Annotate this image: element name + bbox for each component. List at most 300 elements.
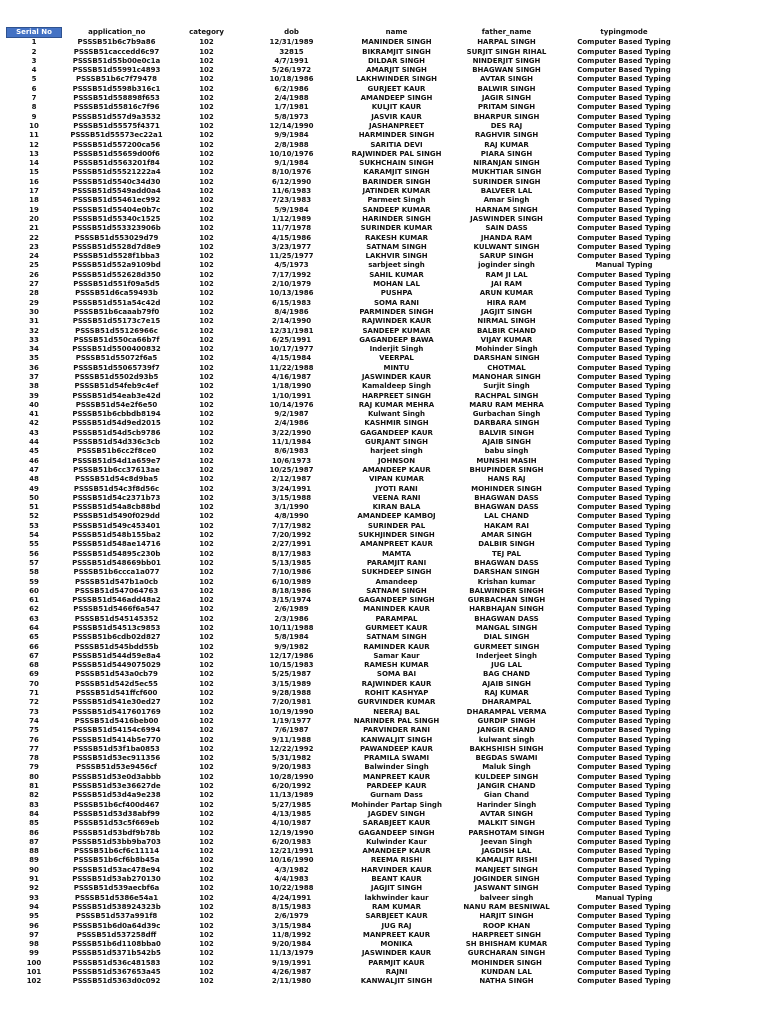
dob-cell[interactable]: 12/17/1986 (269, 651, 314, 660)
typingmode-cell[interactable]: Computer Based Typing (577, 800, 671, 809)
dob-cell[interactable]: 11/22/1988 (269, 363, 314, 372)
typingmode-cell[interactable]: Computer Based Typing (577, 280, 671, 289)
typingmode-cell[interactable]: Computer Based Typing (577, 503, 671, 512)
category-cell[interactable]: 102 (199, 38, 214, 47)
father-name-cell[interactable]: KAMALJIT RISHI (475, 856, 538, 865)
category-cell[interactable]: 102 (199, 261, 214, 270)
typingmode-cell[interactable]: Computer Based Typing (577, 400, 671, 409)
typingmode-cell[interactable]: Computer Based Typing (577, 809, 671, 818)
dob-cell[interactable]: 2/12/1987 (271, 475, 312, 484)
typingmode-cell[interactable]: Computer Based Typing (577, 66, 671, 75)
name-cell[interactable]: SATNAM SINGH (366, 633, 427, 642)
typingmode-cell[interactable]: Computer Based Typing (577, 196, 671, 205)
serial-no-cell[interactable]: 16 (29, 177, 39, 186)
father-name-cell[interactable]: NANU RAM BESNIWAL (463, 902, 550, 911)
serial-no-cell[interactable]: 58 (29, 568, 39, 577)
typingmode-cell[interactable]: Computer Based Typing (577, 782, 671, 791)
father-name-cell[interactable]: AJAIB SINGH (482, 438, 531, 447)
father-name-cell[interactable]: JUG LAL (491, 661, 522, 670)
name-cell[interactable]: Kulwinder Kaur (366, 837, 427, 846)
typingmode-cell[interactable]: Computer Based Typing (577, 624, 671, 632)
typingmode-cell[interactable]: Computer Based Typing (577, 187, 671, 196)
column-header-dob[interactable]: dob (284, 28, 299, 36)
name-cell[interactable]: GURJANT SINGH (364, 438, 429, 447)
dob-cell[interactable]: 9/20/1984 (271, 940, 312, 949)
typingmode-cell[interactable]: Computer Based Typing (577, 698, 671, 707)
father-name-cell[interactable]: HARNAM SINGH (475, 205, 538, 214)
category-cell[interactable]: 102 (199, 298, 214, 307)
serial-no-cell[interactable]: 52 (29, 512, 39, 521)
dob-cell[interactable]: 1/18/1990 (271, 382, 312, 391)
category-cell[interactable]: 102 (199, 930, 214, 939)
dob-cell[interactable]: 5/8/1984 (274, 633, 309, 642)
name-cell[interactable]: JASHANPREET (368, 121, 425, 130)
father-name-cell[interactable]: Mohinder Singh (475, 345, 538, 354)
application-no-cell[interactable]: PSSSB51d537a991f8 (75, 912, 158, 921)
application-no-cell[interactable]: PSSSB51b6caaab79f0 (73, 307, 160, 316)
name-cell[interactable]: AMANDEEP KAMBOJ (357, 512, 436, 521)
application-no-cell[interactable]: PSSSB51d551f09a5d5 (73, 280, 160, 289)
category-cell[interactable]: 102 (199, 707, 214, 716)
category-cell[interactable]: 102 (199, 177, 214, 186)
serial-no-cell[interactable]: 37 (29, 372, 39, 381)
application-no-cell[interactable]: PSSSB51d5466f6a547 (73, 605, 160, 614)
application-no-cell[interactable]: PSSSB51d55461ec992 (72, 196, 161, 205)
dob-cell[interactable]: 4/16/1987 (271, 372, 312, 381)
father-name-cell[interactable]: BAG CHAND (482, 670, 531, 679)
serial-no-cell[interactable]: 3 (31, 56, 37, 65)
serial-no-cell[interactable]: 19 (29, 205, 39, 214)
application-no-cell[interactable]: PSSSB51d55404e0b7c (72, 205, 161, 214)
typingmode-cell[interactable]: Computer Based Typing (577, 103, 671, 112)
serial-no-cell[interactable]: 36 (29, 363, 39, 372)
serial-no-cell[interactable]: 20 (29, 214, 39, 223)
name-cell[interactable]: RAJWINDER KAUR (361, 679, 432, 688)
name-cell[interactable]: RAMINDER KAUR (363, 642, 430, 651)
category-cell[interactable]: 102 (199, 921, 214, 930)
father-name-cell[interactable]: AVTAR SINGH (480, 75, 533, 84)
category-cell[interactable]: 102 (199, 800, 214, 809)
father-name-cell[interactable]: MARU RAM MEHRA (469, 400, 544, 409)
category-cell[interactable]: 102 (199, 363, 214, 372)
name-cell[interactable]: LAKHVIR SINGH (365, 252, 428, 261)
category-cell[interactable]: 102 (199, 586, 214, 595)
name-cell[interactable]: MANPREET KAUR (362, 772, 431, 781)
serial-no-cell[interactable]: 77 (29, 744, 39, 753)
category-cell[interactable]: 102 (199, 624, 214, 632)
typingmode-cell[interactable]: Computer Based Typing (577, 689, 671, 698)
father-name-cell[interactable]: SARUP SINGH (479, 252, 534, 261)
typingmode-cell[interactable]: Computer Based Typing (577, 837, 671, 846)
category-cell[interactable]: 102 (199, 856, 214, 865)
father-name-cell[interactable]: Krishan kumar (477, 577, 536, 586)
category-cell[interactable]: 102 (199, 967, 214, 976)
serial-no-cell[interactable]: 53 (29, 521, 39, 530)
name-cell[interactable]: KARAMJIT SINGH (363, 168, 430, 177)
father-name-cell[interactable]: JAGDISH LAL (481, 847, 532, 856)
category-cell[interactable]: 102 (199, 345, 214, 354)
serial-no-cell[interactable]: 102 (26, 977, 42, 986)
application-no-cell[interactable]: PSSSB51d54d336c3cb (72, 438, 161, 447)
name-cell[interactable]: MANINDER KAUR (363, 605, 430, 614)
typingmode-cell[interactable]: Computer Based Typing (577, 94, 671, 103)
application-no-cell[interactable]: PSSSB51d5528d7d8e9 (72, 242, 161, 251)
application-no-cell[interactable]: PSSSB51d53c5f669eb (73, 819, 160, 828)
serial-no-cell[interactable]: 48 (29, 475, 39, 484)
category-cell[interactable]: 102 (199, 689, 214, 698)
name-cell[interactable]: RAJWINDER PAL SINGH (351, 149, 442, 158)
typingmode-cell[interactable]: Computer Based Typing (577, 131, 671, 140)
category-cell[interactable]: 102 (199, 131, 214, 140)
father-name-cell[interactable]: KULWANT SINGH (473, 242, 540, 251)
serial-no-cell[interactable]: 1 (31, 38, 37, 47)
name-cell[interactable]: lakhwinder kaur (364, 893, 429, 902)
serial-no-cell[interactable]: 4 (31, 66, 37, 75)
serial-no-cell[interactable]: 93 (29, 893, 39, 902)
serial-no-cell[interactable]: 66 (29, 642, 39, 651)
father-name-cell[interactable]: BAKHSHISH SINGH (469, 744, 544, 753)
dob-cell[interactable]: 5/9/1984 (274, 205, 309, 214)
name-cell[interactable]: VEERPAL (379, 354, 414, 363)
dob-cell[interactable]: 10/19/1990 (269, 707, 314, 716)
serial-no-cell[interactable]: 39 (29, 391, 39, 400)
typingmode-cell[interactable]: Computer Based Typing (577, 865, 671, 874)
dob-cell[interactable]: 5/26/1972 (271, 66, 312, 75)
category-cell[interactable]: 102 (199, 475, 214, 484)
father-name-cell[interactable]: JAGJIT SINGH (480, 307, 533, 316)
name-cell[interactable]: PARVINDER RANI (363, 726, 430, 735)
father-name-cell[interactable]: JANGIR CHAND (477, 782, 536, 791)
typingmode-cell[interactable]: Computer Based Typing (577, 577, 671, 586)
application-no-cell[interactable]: PSSSB51d552a9109bd (72, 261, 161, 270)
application-no-cell[interactable]: PSSSB51d546add48a2 (72, 596, 161, 605)
father-name-cell[interactable]: HAKAM RAI (484, 521, 529, 530)
application-no-cell[interactable]: PSSSB51d55b00e0c1a (72, 56, 161, 65)
application-no-cell[interactable]: PSSSB51d55072f6a5 (75, 354, 158, 363)
application-no-cell[interactable]: PSSSB51d550ca66b7f (73, 335, 160, 344)
typingmode-cell[interactable]: Computer Based Typing (577, 456, 671, 465)
dob-cell[interactable]: 3/22/1990 (271, 428, 312, 437)
application-no-cell[interactable]: PSSSB51d538924323b (72, 902, 161, 911)
serial-no-cell[interactable]: 81 (29, 782, 39, 791)
father-name-cell[interactable]: HARPREET SINGH (471, 930, 542, 939)
father-name-cell[interactable]: JANGIR CHAND (477, 726, 536, 735)
category-cell[interactable]: 102 (199, 140, 214, 149)
serial-no-cell[interactable]: 70 (29, 679, 39, 688)
name-cell[interactable]: Inderjit Singh (369, 345, 424, 354)
name-cell[interactable]: JAGDEV SINGH (367, 809, 426, 818)
serial-no-cell[interactable]: 28 (29, 289, 39, 298)
application-no-cell[interactable]: PSSSB51d54feb9c4ef (74, 382, 159, 391)
father-name-cell[interactable]: BHAGWAN SINGH (472, 66, 541, 75)
name-cell[interactable]: SANDEEP KUMAR (362, 326, 431, 335)
application-no-cell[interactable]: PSSSB51d55816c7f96 (73, 103, 160, 112)
typingmode-cell[interactable]: Computer Based Typing (577, 345, 671, 354)
category-cell[interactable]: 102 (199, 159, 214, 168)
serial-no-cell[interactable]: 42 (29, 419, 39, 428)
typingmode-cell[interactable]: Computer Based Typing (577, 75, 671, 84)
application-no-cell[interactable]: PSSSB51d54513c9853 (72, 624, 161, 632)
father-name-cell[interactable]: BHARPUR SINGH (473, 112, 540, 121)
father-name-cell[interactable]: kulwant singh (478, 735, 535, 744)
serial-no-cell[interactable]: 98 (29, 940, 39, 949)
application-no-cell[interactable]: PSSSB51d54d9ed2015 (72, 419, 161, 428)
application-no-cell[interactable]: PSSSB51b6cc37613ae (73, 465, 160, 474)
father-name-cell[interactable]: MUKHTIAR SINGH (471, 168, 542, 177)
name-cell[interactable]: Kamaldeep Singh (362, 382, 431, 391)
name-cell[interactable]: Samar Kaur (373, 651, 420, 660)
name-cell[interactable]: VIPAN KUMAR (369, 475, 424, 484)
serial-no-cell[interactable]: 65 (29, 633, 39, 642)
serial-no-cell[interactable]: 100 (26, 958, 42, 967)
application-no-cell[interactable]: PSSSB51b6cf6c11114 (73, 847, 160, 856)
father-name-cell[interactable]: JHANDA RAM (480, 233, 533, 242)
category-cell[interactable]: 102 (199, 558, 214, 567)
category-cell[interactable]: 102 (199, 531, 214, 540)
application-no-cell[interactable]: PSSSB51d53bdf9b78b (72, 828, 161, 837)
dob-cell[interactable]: 7/23/1983 (271, 196, 312, 205)
application-no-cell[interactable]: PSSSB51d547064763 (74, 586, 159, 595)
father-name-cell[interactable]: babu singh (484, 447, 529, 456)
dob-cell[interactable]: 1/19/1977 (271, 716, 312, 725)
application-no-cell[interactable]: PSSSB51d53f1ba0853 (73, 744, 160, 753)
typingmode-cell[interactable]: Computer Based Typing (577, 112, 671, 121)
serial-no-cell[interactable]: 59 (29, 577, 39, 586)
name-cell[interactable]: PARAMPAL (375, 614, 418, 623)
serial-no-cell[interactable]: 94 (29, 902, 39, 911)
father-name-cell[interactable]: SURINDER SINGH (472, 177, 541, 186)
father-name-cell[interactable]: BHUPINDER SINGH (469, 465, 544, 474)
name-cell[interactable]: SOMA BAI (376, 670, 417, 679)
dob-cell[interactable]: 6/10/1989 (271, 577, 312, 586)
application-no-cell[interactable]: PSSSB51b6c7b9a86 (77, 38, 156, 47)
typingmode-cell[interactable]: Computer Based Typing (577, 531, 671, 540)
dob-cell[interactable]: 12/14/1990 (269, 121, 314, 130)
typingmode-cell[interactable]: Computer Based Typing (577, 930, 671, 939)
category-cell[interactable]: 102 (199, 428, 214, 437)
application-no-cell[interactable]: PSSSB51d5363d0c092 (72, 977, 161, 986)
serial-no-cell[interactable]: 99 (29, 949, 39, 958)
name-cell[interactable]: GURMEET KAUR (365, 624, 428, 632)
father-name-cell[interactable]: NIRANJAN SINGH (473, 159, 540, 168)
category-cell[interactable]: 102 (199, 875, 214, 884)
typingmode-cell[interactable]: Manual Typing (595, 261, 653, 270)
category-cell[interactable]: 102 (199, 809, 214, 818)
name-cell[interactable]: BIKRAMJIT SINGH (362, 47, 431, 56)
dob-cell[interactable]: 4/4/1983 (274, 875, 309, 884)
category-cell[interactable]: 102 (199, 400, 214, 409)
application-no-cell[interactable]: PSSSB51d54eab3e42d (72, 391, 161, 400)
dob-cell[interactable]: 9/2/1987 (274, 410, 309, 419)
name-cell[interactable]: MAMTA (382, 549, 411, 558)
typingmode-cell[interactable]: Computer Based Typing (577, 921, 671, 930)
father-name-cell[interactable]: GURDIP SINGH (477, 716, 536, 725)
dob-cell[interactable]: 3/23/1977 (271, 242, 312, 251)
serial-no-cell[interactable]: 23 (29, 242, 39, 251)
name-cell[interactable]: SARITIA DEVI (370, 140, 423, 149)
father-name-cell[interactable]: PARSHOTAM SINGH (468, 828, 545, 837)
application-no-cell[interactable]: PSSSB51d54895c230b (72, 549, 161, 558)
application-no-cell[interactable]: PSSSB51d53e0d3abbb (72, 772, 161, 781)
application-no-cell[interactable]: PSSSB51b6cbbdb8194 (72, 410, 161, 419)
category-cell[interactable]: 102 (199, 372, 214, 381)
father-name-cell[interactable]: Gurbachan Singh (472, 410, 541, 419)
serial-no-cell[interactable]: 88 (29, 847, 39, 856)
name-cell[interactable]: HARMINDER SINGH (358, 131, 435, 140)
serial-no-cell[interactable]: 33 (29, 335, 39, 344)
serial-no-cell[interactable]: 69 (29, 670, 39, 679)
serial-no-cell[interactable]: 15 (29, 168, 39, 177)
name-cell[interactable]: PRAMILA SWAMI (363, 754, 430, 763)
typingmode-cell[interactable]: Computer Based Typing (577, 642, 671, 651)
category-cell[interactable]: 102 (199, 577, 214, 586)
dob-cell[interactable]: 9/20/1983 (271, 763, 312, 772)
category-cell[interactable]: 102 (199, 335, 214, 344)
serial-no-cell[interactable]: 84 (29, 809, 39, 818)
name-cell[interactable]: RAM KUMAR (372, 902, 421, 911)
name-cell[interactable]: RAMESH KUMAR (364, 661, 429, 670)
name-cell[interactable]: SANDEEP KUMAR (362, 205, 431, 214)
dob-cell[interactable]: 4/15/1986 (271, 233, 312, 242)
serial-no-cell[interactable]: 90 (29, 865, 39, 874)
father-name-cell[interactable]: DARSHAN SINGH (473, 568, 540, 577)
name-cell[interactable]: SARBJEET KAUR (365, 912, 428, 921)
application-no-cell[interactable]: PSSSB51d5416beb00 (74, 716, 159, 725)
father-name-cell[interactable]: HARPAL SINGH (477, 38, 536, 47)
father-name-cell[interactable]: DARBARA SINGH (473, 419, 540, 428)
typingmode-cell[interactable]: Computer Based Typing (577, 596, 671, 605)
typingmode-cell[interactable]: Computer Based Typing (577, 902, 671, 911)
application-no-cell[interactable]: PSSSB51d53d4a9e238 (72, 791, 161, 800)
column-header-father-name[interactable]: father_name (481, 28, 532, 36)
name-cell[interactable]: MONIKA (380, 940, 413, 949)
category-cell[interactable]: 102 (199, 149, 214, 158)
name-cell[interactable]: harjeet singh (370, 447, 423, 456)
typingmode-cell[interactable]: Computer Based Typing (577, 967, 671, 976)
application-no-cell[interactable]: PSSSB51d541e30ed27 (72, 698, 161, 707)
serial-no-cell[interactable]: 96 (29, 921, 39, 930)
category-cell[interactable]: 102 (199, 568, 214, 577)
serial-no-cell[interactable]: 54 (29, 531, 39, 540)
dob-cell[interactable]: 2/6/1979 (274, 912, 309, 921)
dob-cell[interactable]: 10/10/1976 (269, 149, 314, 158)
typingmode-cell[interactable]: Computer Based Typing (577, 354, 671, 363)
name-cell[interactable]: GURJEET KAUR (367, 84, 426, 93)
typingmode-cell[interactable]: Computer Based Typing (577, 856, 671, 865)
application-no-cell[interactable]: PSSSB51d54d5cb9786 (72, 428, 161, 437)
application-no-cell[interactable]: PSSSB51d5417601769 (72, 707, 161, 716)
father-name-cell[interactable]: RACHPAL SINGH (474, 391, 539, 400)
father-name-cell[interactable]: HARJIT SINGH (479, 912, 534, 921)
typingmode-cell[interactable]: Manual Typing (595, 893, 653, 902)
name-cell[interactable]: Balwinder Singh (364, 763, 429, 772)
father-name-cell[interactable]: LAL CHAND (484, 512, 529, 521)
name-cell[interactable]: RAJNI (385, 967, 408, 976)
typingmode-cell[interactable]: Computer Based Typing (577, 177, 671, 186)
serial-no-cell[interactable]: 43 (29, 428, 39, 437)
serial-no-cell[interactable]: 34 (29, 345, 39, 354)
dob-cell[interactable]: 8/6/1983 (274, 447, 309, 456)
name-cell[interactable]: SAHIL KUMAR (369, 270, 424, 279)
serial-no-cell[interactable]: 72 (29, 698, 39, 707)
name-cell[interactable]: NEERAJ BAL (373, 707, 420, 716)
serial-no-cell[interactable]: 40 (29, 400, 39, 409)
name-cell[interactable]: Gurnam Dass (370, 791, 423, 800)
typingmode-cell[interactable]: Computer Based Typing (577, 828, 671, 837)
father-name-cell[interactable]: DHARAMPAL (481, 698, 532, 707)
typingmode-cell[interactable]: Computer Based Typing (577, 735, 671, 744)
serial-no-cell[interactable]: 14 (29, 159, 39, 168)
father-name-cell[interactable]: JAI RAM (491, 280, 522, 289)
father-name-cell[interactable]: BEGDAS SWAMI (475, 754, 538, 763)
application-no-cell[interactable]: PSSSB51d557d9a3532 (72, 112, 161, 121)
serial-no-cell[interactable]: 60 (29, 586, 39, 595)
name-cell[interactable]: MOHAN LAL (373, 280, 420, 289)
dob-cell[interactable]: 4/15/1984 (271, 354, 312, 363)
dob-cell[interactable]: 2/11/1980 (271, 977, 312, 986)
typingmode-cell[interactable]: Computer Based Typing (577, 335, 671, 344)
dob-cell[interactable]: 5/25/1987 (271, 670, 312, 679)
father-name-cell[interactable]: TEJ PAL (492, 549, 521, 558)
name-cell[interactable]: LAKHWINDER SINGH (356, 75, 437, 84)
name-cell[interactable]: SATNAM SINGH (366, 242, 427, 251)
typingmode-cell[interactable]: Computer Based Typing (577, 716, 671, 725)
dob-cell[interactable]: 7/17/1992 (271, 270, 312, 279)
application-no-cell[interactable]: PSSSB51d551a54c42d (72, 298, 161, 307)
dob-cell[interactable]: 2/8/1988 (274, 140, 309, 149)
typingmode-cell[interactable]: Computer Based Typing (577, 549, 671, 558)
typingmode-cell[interactable]: Computer Based Typing (577, 791, 671, 800)
application-no-cell[interactable]: PSSSB51d548ae14716 (72, 540, 161, 549)
application-no-cell[interactable]: PSSSB51d55126966c (75, 326, 158, 335)
serial-no-cell[interactable]: 41 (29, 410, 39, 419)
name-cell[interactable]: AMANPREET KAUR (360, 540, 433, 549)
father-name-cell[interactable]: GURCHARAN SINGH (467, 949, 546, 958)
father-name-cell[interactable]: BALWIR SINGH (477, 84, 536, 93)
typingmode-cell[interactable]: Computer Based Typing (577, 726, 671, 735)
name-cell[interactable]: BEANT KAUR (371, 875, 422, 884)
dob-cell[interactable]: 4/13/1985 (271, 809, 312, 818)
serial-no-cell[interactable]: 56 (29, 549, 39, 558)
name-cell[interactable]: MINTU (383, 363, 410, 372)
column-header-category[interactable]: category (189, 28, 224, 36)
serial-no-cell[interactable]: 55 (29, 540, 39, 549)
name-cell[interactable]: JASWINDER KAUR (361, 949, 432, 958)
category-cell[interactable]: 102 (199, 484, 214, 493)
category-cell[interactable]: 102 (199, 280, 214, 289)
dob-cell[interactable]: 12/31/1989 (269, 38, 314, 47)
category-cell[interactable]: 102 (199, 326, 214, 335)
typingmode-cell[interactable]: Computer Based Typing (577, 289, 671, 298)
application-no-cell[interactable]: PSSSB51d54c2371b73 (72, 493, 161, 502)
category-cell[interactable]: 102 (199, 187, 214, 196)
serial-no-cell[interactable]: 61 (29, 596, 39, 605)
application-no-cell[interactable]: PSSSB51d544d59e8a4 (72, 651, 161, 660)
typingmode-cell[interactable]: Computer Based Typing (577, 670, 671, 679)
typingmode-cell[interactable]: Computer Based Typing (577, 475, 671, 484)
category-cell[interactable]: 102 (199, 456, 214, 465)
name-cell[interactable]: sarbjeet singh (368, 261, 425, 270)
serial-no-cell[interactable]: 17 (29, 187, 39, 196)
application-no-cell[interactable]: PSSSB51d5502d93b5 (74, 372, 159, 381)
serial-no-cell[interactable]: 47 (29, 465, 39, 474)
father-name-cell[interactable]: VIJAY KUMAR (480, 335, 533, 344)
application-no-cell[interactable]: PSSSB51d54154c6994 (72, 726, 161, 735)
name-cell[interactable]: JOHNSON (377, 456, 416, 465)
application-no-cell[interactable]: PSSSB51d5386e54a1 (74, 893, 159, 902)
typingmode-cell[interactable]: Computer Based Typing (577, 372, 671, 381)
father-name-cell[interactable]: RAM JI LAL (485, 270, 528, 279)
